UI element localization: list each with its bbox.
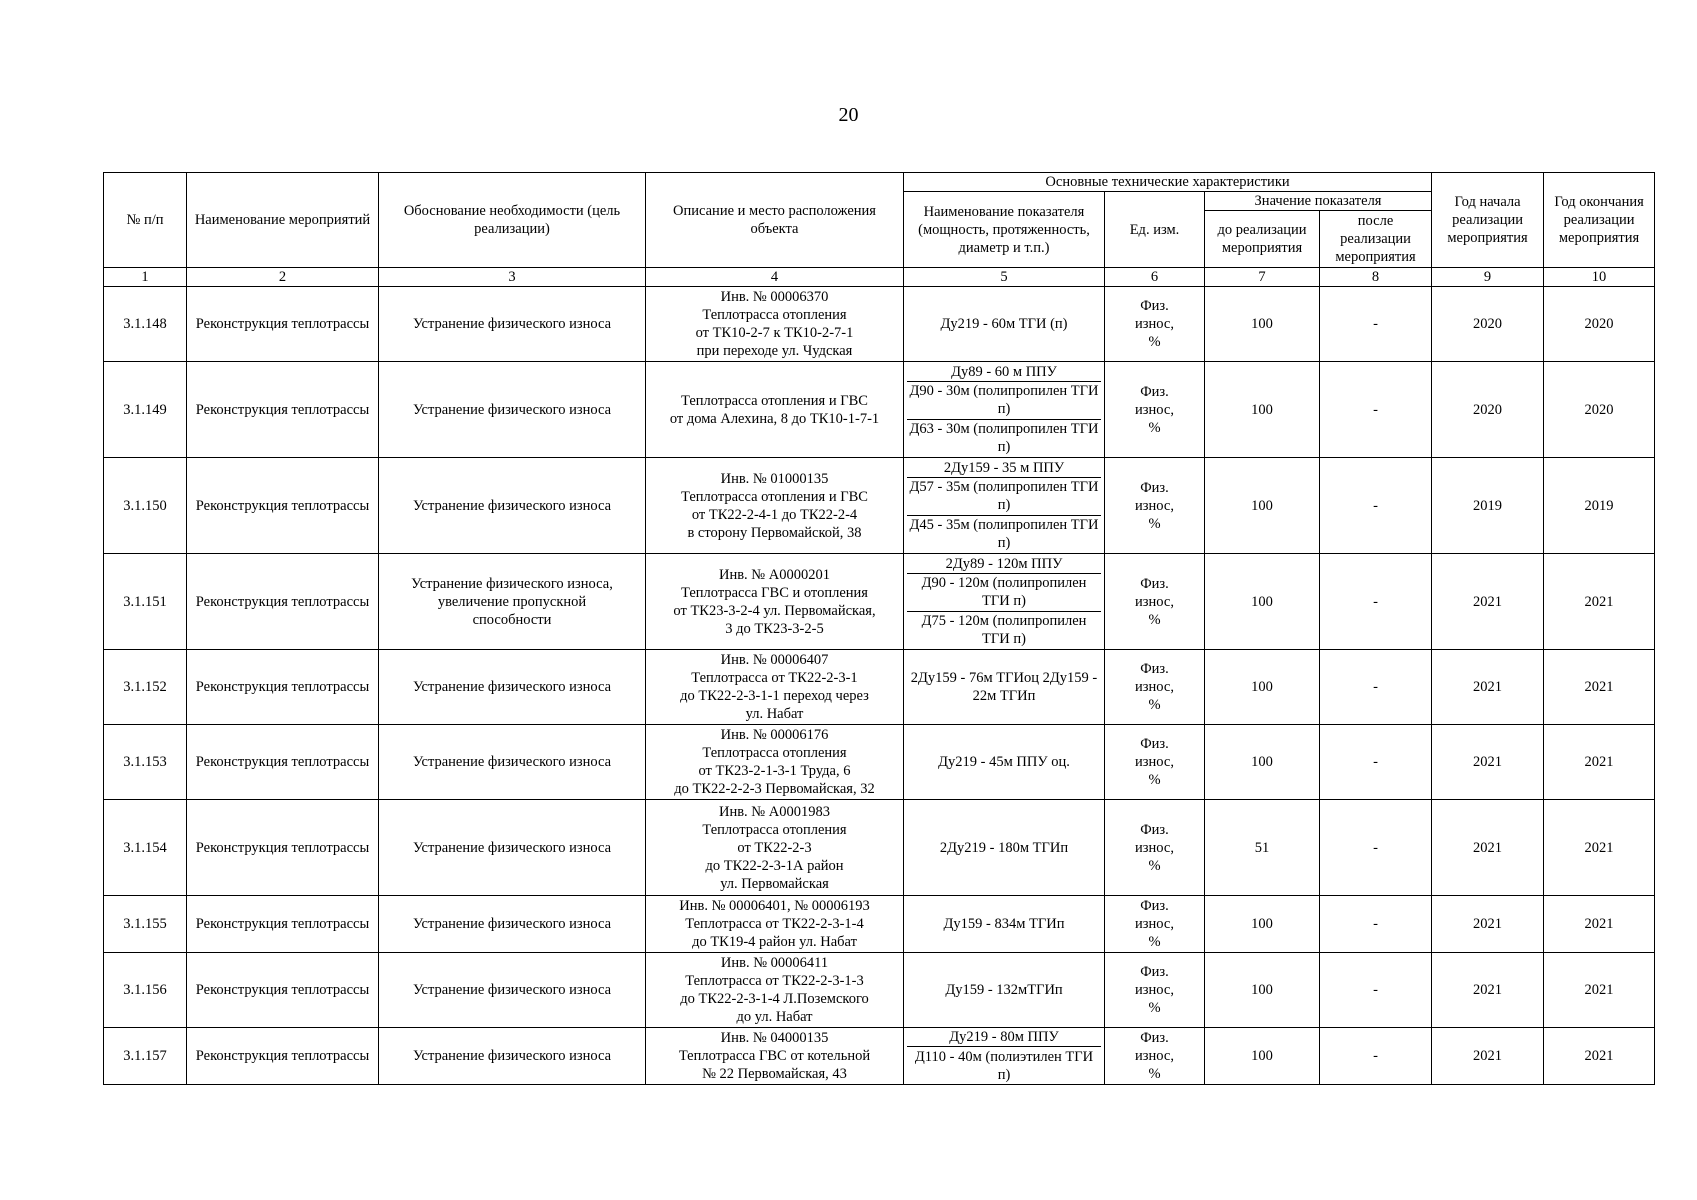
- unit-line: износ,: [1135, 1048, 1174, 1064]
- measure-reason-line: Устранение физического износа,: [411, 575, 613, 592]
- object-description-line: Теплотрасса от ТК22-2-3-1: [691, 670, 858, 686]
- measure-name: Реконструкция теплотрассы: [187, 287, 379, 362]
- parameter-value: Д90 - 120м (полипропилен ТГИ п): [907, 573, 1101, 611]
- parameter-cell: [904, 458, 1105, 554]
- value-after: -: [1320, 362, 1432, 458]
- end-year: 2021: [1544, 554, 1655, 650]
- object-description-line: в сторону Первомайской, 38: [687, 524, 862, 541]
- table-row: [104, 650, 1655, 725]
- parameter-value: Ду219 - 80м ППУ: [949, 1029, 1059, 1045]
- row-number: 3.1.149: [104, 362, 187, 458]
- parameter-cell: [904, 800, 1105, 896]
- start-year: 2021: [1432, 725, 1544, 800]
- measure-reason-line: Устранение физического износа: [412, 754, 612, 770]
- value-after: -: [1320, 650, 1432, 725]
- column-number: 10: [1544, 268, 1655, 287]
- header-start-year: Год начала реализации мероприятия: [1432, 173, 1544, 268]
- unit-line: износ,: [1135, 679, 1174, 695]
- row-number: 3.1.154: [104, 800, 187, 896]
- row-number: 3.1.148: [104, 287, 187, 362]
- measure-reason: [379, 458, 646, 554]
- start-year: 2021: [1432, 953, 1544, 1028]
- object-description-line: Инв. № 00006401, № 00006193: [679, 898, 870, 914]
- unit: [1105, 1028, 1205, 1085]
- measure-reason-line: Устранение физического износа: [412, 679, 612, 695]
- parameter-value: 2Ду159 - 35 м ППУ: [943, 459, 1065, 476]
- object-description-line: Инв. № 00006407: [720, 652, 829, 668]
- measure-reason: [379, 725, 646, 800]
- measure-reason: [379, 1028, 646, 1085]
- parameter-value: Д110 - 40м (полиэтилен ТГИ п): [907, 1046, 1101, 1084]
- object-description-line: Инв. № А0000201: [718, 566, 830, 583]
- object-description-line: Теплотрасса отопления: [702, 821, 847, 838]
- value-before: 100: [1205, 650, 1320, 725]
- object-description: [646, 725, 904, 800]
- measure-reason-line: Устранение физического износа: [412, 316, 612, 332]
- header-end-year: Год окончания реализации мероприятия: [1544, 173, 1655, 268]
- unit: [1105, 287, 1205, 362]
- unit: [1105, 458, 1205, 554]
- parameter-cell: [904, 896, 1105, 953]
- unit-line: %: [1148, 934, 1161, 950]
- parameter-value: Д90 - 30м (полипропилен ТГИ п): [907, 381, 1101, 419]
- value-after: -: [1320, 1028, 1432, 1085]
- object-description-line: Теплотрасса от ТК22-2-3-1-4: [685, 916, 864, 932]
- parameter-cell: [904, 650, 1105, 725]
- object-description-line: Инв. № А0001983: [718, 803, 830, 820]
- value-before: 100: [1205, 362, 1320, 458]
- unit-line: Физ.: [1140, 383, 1169, 400]
- unit-line: износ,: [1135, 316, 1174, 332]
- row-number: 3.1.152: [104, 650, 187, 725]
- measure-reason-line: увеличение пропускной: [437, 593, 587, 610]
- measure-name: Реконструкция теплотрассы: [187, 1028, 379, 1085]
- unit-line: Физ.: [1140, 736, 1169, 752]
- unit-line: Физ.: [1140, 298, 1169, 314]
- table-row: [104, 1028, 1655, 1085]
- measure-name: Реконструкция теплотрассы: [187, 362, 379, 458]
- end-year: 2021: [1544, 650, 1655, 725]
- unit-line: %: [1148, 334, 1161, 350]
- header-group-value: Значение показателя: [1205, 192, 1432, 211]
- measure-name: Реконструкция теплотрассы: [187, 725, 379, 800]
- value-before: 100: [1205, 896, 1320, 953]
- object-description-line: до ТК19-4 район ул. Набат: [692, 934, 857, 950]
- row-number: 3.1.150: [104, 458, 187, 554]
- object-description-line: до ТК22-2-3-1-4 Л.Поземского: [680, 991, 869, 1007]
- parameter-cell: [904, 953, 1105, 1028]
- start-year: 2019: [1432, 458, 1544, 554]
- start-year: 2020: [1432, 287, 1544, 362]
- value-before: 100: [1205, 1028, 1320, 1085]
- header-param: Наименование показателя (мощность, протяженность, диаметр и т.п.): [904, 192, 1105, 268]
- parameter-value: Ду219 - 45м ППУ оц.: [938, 754, 1070, 770]
- object-description-line: № 22 Первомайская, 43: [702, 1066, 847, 1082]
- object-description: [646, 287, 904, 362]
- value-before: 100: [1205, 287, 1320, 362]
- unit-line: Физ.: [1140, 898, 1169, 914]
- object-description: [646, 650, 904, 725]
- start-year: 2021: [1432, 800, 1544, 896]
- unit-line: %: [1148, 419, 1161, 436]
- table-row: [104, 725, 1655, 800]
- header-before: до реализации мероприятия: [1205, 211, 1320, 268]
- unit-line: %: [1148, 1000, 1161, 1016]
- unit: [1105, 896, 1205, 953]
- object-description-line: до ТК22-2-2-3 Первомайская, 32: [674, 781, 875, 797]
- row-number: 3.1.156: [104, 953, 187, 1028]
- end-year: 2021: [1544, 953, 1655, 1028]
- object-description: [646, 362, 904, 458]
- object-description-line: до ТК22-2-3-1-1 переход через: [680, 688, 869, 704]
- parameter-cell: [904, 1028, 1105, 1085]
- parameter-value: Д75 - 120м (полипропилен ТГИ п): [907, 611, 1101, 649]
- object-description: [646, 800, 904, 896]
- column-number: 6: [1105, 268, 1205, 287]
- unit-line: %: [1148, 697, 1161, 713]
- unit: [1105, 650, 1205, 725]
- unit: [1105, 953, 1205, 1028]
- parameter-value: Д63 - 30м (полипропилен ТГИ п): [907, 419, 1101, 457]
- measure-reason-line: способности: [472, 611, 552, 628]
- column-number: 5: [904, 268, 1105, 287]
- object-description-line: Инв. № 01000135: [720, 470, 829, 487]
- parameter-cell: [904, 362, 1105, 458]
- unit-line: износ,: [1135, 982, 1174, 998]
- end-year: 2019: [1544, 458, 1655, 554]
- parameter-cell: [904, 554, 1105, 650]
- table-row: [104, 362, 1655, 458]
- value-after: -: [1320, 554, 1432, 650]
- table-row: [104, 554, 1655, 650]
- parameter-value: 2Ду89 - 120м ППУ: [945, 555, 1063, 572]
- unit-line: износ,: [1135, 497, 1174, 514]
- unit-line: Физ.: [1140, 479, 1169, 496]
- object-description-line: Теплотрасса отопления и ГВС: [681, 392, 868, 409]
- measure-reason-line: Устранение физического износа: [412, 916, 612, 932]
- column-number-row: [104, 268, 1655, 287]
- table-row: [104, 458, 1655, 554]
- row-number: 3.1.157: [104, 1028, 187, 1085]
- unit: [1105, 725, 1205, 800]
- object-description-line: ул. Набат: [745, 706, 804, 722]
- parameter-value: 2Ду159 - 76м ТГИоц 2Ду159 - 22м ТГИп: [910, 670, 1098, 704]
- object-description-line: Инв. № 00006411: [720, 955, 829, 971]
- header-after: после реализации мероприятия: [1320, 211, 1432, 268]
- header-group-tech: Основные технические характеристики: [904, 173, 1432, 192]
- parameter-value: 2Ду219 - 180м ТГИп: [939, 839, 1069, 856]
- unit-line: %: [1148, 1066, 1161, 1082]
- value-before: 51: [1205, 800, 1320, 896]
- object-description-line: Теплотрасса ГВС и отопления: [681, 584, 868, 601]
- measure-reason: [379, 554, 646, 650]
- value-before: 100: [1205, 725, 1320, 800]
- header-reason: Обоснование необходимости (цель реализации): [379, 173, 646, 268]
- column-number: 2: [187, 268, 379, 287]
- measure-reason: [379, 650, 646, 725]
- column-number: 9: [1432, 268, 1544, 287]
- parameter-cell: [904, 287, 1105, 362]
- header-desc: Описание и место расположения объекта: [646, 173, 904, 268]
- unit: [1105, 554, 1205, 650]
- object-description-line: до ТК22-2-3-1А район: [705, 857, 844, 874]
- end-year: 2021: [1544, 800, 1655, 896]
- measure-reason: [379, 287, 646, 362]
- page-number: 20: [838, 104, 859, 126]
- value-before: 100: [1205, 458, 1320, 554]
- measure-name: Реконструкция теплотрассы: [187, 650, 379, 725]
- measure-reason-line: Устранение физического износа: [412, 982, 612, 998]
- measure-name: Реконструкция теплотрассы: [187, 953, 379, 1028]
- object-description-line: от дома Алехина, 8 до ТК10-1-7-1: [669, 410, 880, 427]
- parameter-value: Д45 - 35м (полипропилен ТГИ п): [907, 515, 1101, 553]
- measure-name: Реконструкция теплотрассы: [187, 800, 379, 896]
- value-after: -: [1320, 725, 1432, 800]
- unit: [1105, 800, 1205, 896]
- header-unit: Ед. изм.: [1105, 192, 1205, 268]
- value-after: -: [1320, 458, 1432, 554]
- value-before: 100: [1205, 953, 1320, 1028]
- object-description-line: ул. Первомайская: [720, 875, 829, 892]
- unit-line: %: [1148, 611, 1161, 628]
- measure-reason-line: Устранение физического износа: [412, 1048, 612, 1064]
- start-year: 2020: [1432, 362, 1544, 458]
- object-description-line: Теплотрасса от ТК22-2-3-1-3: [685, 973, 864, 989]
- end-year: 2021: [1544, 1028, 1655, 1085]
- object-description-line: от ТК23-3-2-4 ул. Первомайская,: [673, 602, 876, 619]
- measure-reason: [379, 800, 646, 896]
- parameter-value: Ду219 - 60м ТГИ (п): [940, 316, 1068, 332]
- row-number: 3.1.153: [104, 725, 187, 800]
- object-description-line: при переходе ул. Чудская: [696, 343, 853, 359]
- object-description-line: от ТК10-2-7 к ТК10-2-7-1: [695, 325, 854, 341]
- unit-line: %: [1148, 515, 1161, 532]
- measure-name: Реконструкция теплотрассы: [187, 554, 379, 650]
- header-num: № п/п: [104, 173, 187, 268]
- object-description-line: Инв. № 00006370: [720, 289, 829, 305]
- value-before: 100: [1205, 554, 1320, 650]
- unit-line: износ,: [1135, 916, 1174, 932]
- object-description-line: Инв. № 04000135: [720, 1030, 829, 1046]
- unit-line: износ,: [1135, 754, 1174, 770]
- object-description-line: Теплотрасса отопления и ГВС: [681, 488, 868, 505]
- object-description-line: 3 до ТК23-3-2-5: [725, 620, 824, 637]
- unit-line: износ,: [1135, 401, 1174, 418]
- object-description-line: Теплотрасса отопления: [702, 307, 847, 323]
- object-description-line: до ул. Набат: [736, 1009, 813, 1025]
- parameter-value: Ду159 - 834м ТГИп: [943, 916, 1065, 932]
- table-row: [104, 287, 1655, 362]
- table-row: [104, 896, 1655, 953]
- header-name: Наименование мероприятий: [187, 173, 379, 268]
- row-number: 3.1.151: [104, 554, 187, 650]
- end-year: 2020: [1544, 362, 1655, 458]
- measure-reason: [379, 953, 646, 1028]
- table-row: [104, 800, 1655, 896]
- object-description: [646, 953, 904, 1028]
- measure-reason-line: Устранение физического износа: [412, 497, 612, 514]
- start-year: 2021: [1432, 1028, 1544, 1085]
- object-description: [646, 458, 904, 554]
- unit-line: Физ.: [1140, 964, 1169, 980]
- unit-line: Физ.: [1140, 575, 1169, 592]
- measure-name: Реконструкция теплотрассы: [187, 458, 379, 554]
- end-year: 2020: [1544, 287, 1655, 362]
- object-description-line: от ТК23-2-1-3-1 Труда, 6: [698, 763, 851, 779]
- unit: [1105, 362, 1205, 458]
- value-after: -: [1320, 953, 1432, 1028]
- value-after: -: [1320, 800, 1432, 896]
- parameter-value: Д57 - 35м (полипропилен ТГИ п): [907, 477, 1101, 515]
- measure-reason: [379, 362, 646, 458]
- unit-line: износ,: [1135, 839, 1174, 856]
- unit-line: Физ.: [1140, 1030, 1169, 1046]
- object-description-line: Инв. № 00006176: [720, 727, 829, 743]
- parameter-value: Ду89 - 60 м ППУ: [951, 363, 1057, 380]
- value-after: -: [1320, 896, 1432, 953]
- unit-line: износ,: [1135, 593, 1174, 610]
- object-description-line: Теплотрасса ГВС от котельной: [678, 1048, 871, 1064]
- start-year: 2021: [1432, 896, 1544, 953]
- parameter-cell: [904, 725, 1105, 800]
- column-number: 1: [104, 268, 187, 287]
- column-number: 4: [646, 268, 904, 287]
- object-description: [646, 1028, 904, 1085]
- value-after: -: [1320, 287, 1432, 362]
- column-number: 3: [379, 268, 646, 287]
- column-number: 7: [1205, 268, 1320, 287]
- parameter-value: Ду159 - 132мТГИп: [945, 982, 1063, 998]
- object-description-line: Теплотрасса отопления: [702, 745, 847, 761]
- object-description: [646, 554, 904, 650]
- object-description-line: от ТК22-2-4-1 до ТК22-2-4: [691, 506, 858, 523]
- measures-table: [103, 172, 1655, 1085]
- start-year: 2021: [1432, 554, 1544, 650]
- object-description-line: от ТК22-2-3: [737, 839, 812, 856]
- unit-line: Физ.: [1140, 821, 1169, 838]
- column-number: 8: [1320, 268, 1432, 287]
- end-year: 2021: [1544, 896, 1655, 953]
- measure-reason: [379, 896, 646, 953]
- object-description: [646, 896, 904, 953]
- table-body: [104, 287, 1655, 1085]
- unit-line: Физ.: [1140, 661, 1169, 677]
- end-year: 2021: [1544, 725, 1655, 800]
- unit-line: %: [1148, 772, 1161, 788]
- row-number: 3.1.155: [104, 896, 187, 953]
- start-year: 2021: [1432, 650, 1544, 725]
- unit-line: %: [1148, 857, 1161, 874]
- table-header: [104, 173, 1655, 287]
- table-row: [104, 953, 1655, 1028]
- measure-name: Реконструкция теплотрассы: [187, 896, 379, 953]
- measure-reason-line: Устранение физического износа: [412, 401, 612, 418]
- measure-reason-line: Устранение физического износа: [412, 839, 612, 856]
